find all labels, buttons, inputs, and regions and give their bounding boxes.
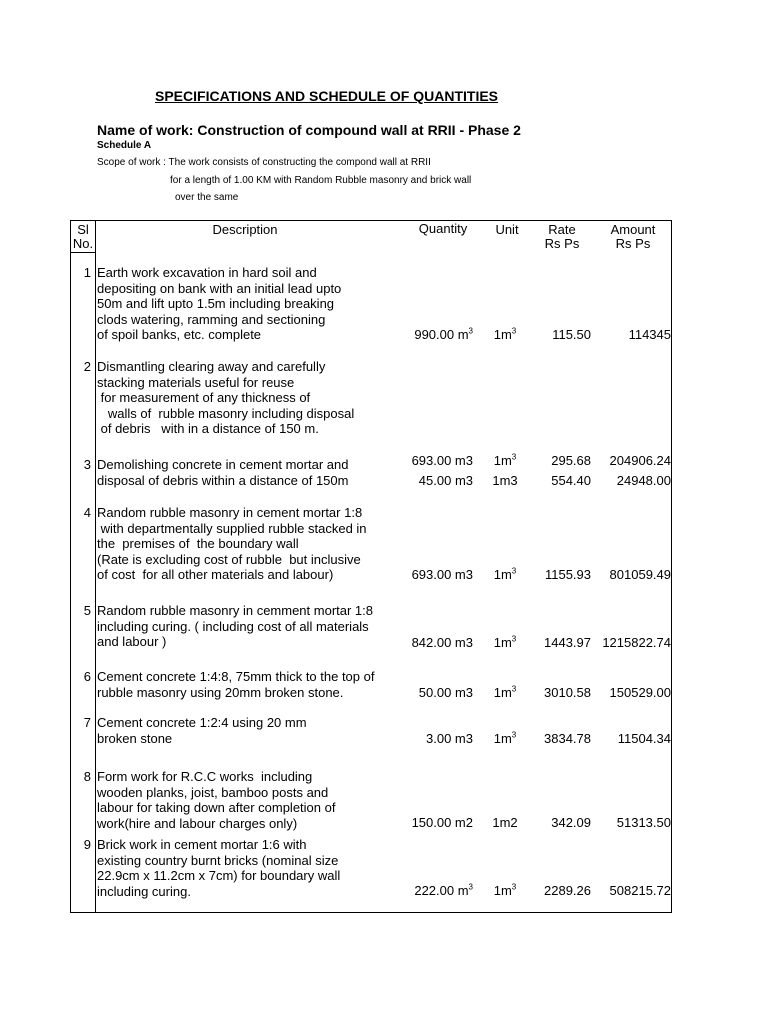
header-rule [71, 252, 95, 253]
row-description [97, 715, 307, 746]
description-line: 22.9cm x 11.2cm x 7cm) for boundary wall [97, 868, 341, 883]
row-number: 9 [83, 837, 91, 852]
description-line: of spoil banks, etc. complete [97, 327, 262, 342]
schedule-label: Schedule A [97, 140, 152, 151]
header-sl: Sl No. [72, 222, 94, 251]
description-line: rubble masonry using 20mm broken stone. [97, 684, 344, 700]
row-quantity: 45.00 m3 [418, 473, 473, 488]
row-unit: $1m^3$ [493, 326, 517, 342]
row-amount: 801059.49 [609, 567, 671, 582]
row-amount: 204906.24 [609, 453, 671, 468]
row-rate: 115.50 [552, 327, 591, 342]
description-line: for measurement of any thickness of [97, 390, 311, 405]
row-rate: 295.68 [551, 453, 591, 468]
page-title: SPECIFICATIONS AND SCHEDULE OF QUANTITIES [155, 88, 499, 104]
description-line: and labour ) [97, 634, 167, 649]
description-line: 50m and lift upto 1.5m including breaking [97, 296, 335, 311]
row-number: 8 [83, 769, 91, 784]
description-line: Dismantling clearing away and carefully [97, 359, 326, 374]
row-rate: 3834.78 [544, 731, 591, 746]
row-description [97, 505, 367, 583]
row-quantity: 990.00 $m^3$ [414, 326, 473, 342]
description-line: with departmentally supplied rubble stacked in [97, 520, 367, 536]
description-line: Form work for R.C.C works including [97, 769, 313, 784]
description-line: the premises of the boundary wall [97, 536, 299, 551]
row-rate: 342.09 [551, 815, 591, 830]
header-amount: Amount Rs Ps [610, 222, 656, 251]
header-unit: Unit [495, 222, 519, 237]
row-description [97, 837, 340, 899]
description-line: work(hire and labour charges only) [97, 815, 298, 831]
row-unit: 1m3 [492, 473, 518, 488]
description-line: Random rubble masonry in cemment mortar 1:8 [97, 603, 374, 618]
description-line: Cement concrete 1:2:4 using 20 mm [97, 715, 307, 730]
row-amount: 508215.72 [609, 883, 671, 898]
description-line: broken stone [97, 730, 173, 746]
row-unit: $1m^3$ [493, 730, 517, 746]
description-line: walls of rubble masonry including disposal [97, 405, 355, 421]
column-divider [95, 221, 96, 912]
header-quantity: Quantity [418, 221, 468, 236]
row-number: 1 [83, 265, 91, 280]
row-number: 2 [83, 359, 91, 374]
row-unit: $1m^3$ [493, 566, 517, 582]
row-description [97, 457, 348, 488]
description-line: Earth work excavation in hard soil and [97, 265, 317, 280]
row-rate: 2289.26 [544, 883, 591, 898]
description-line: (Rate is excluding cost of rubble but inclusive [97, 551, 361, 567]
row-unit: $1m^3$ [493, 882, 517, 898]
row-amount: 1215822.74 [602, 635, 671, 650]
row-quantity: 3.00 m3 [426, 731, 473, 746]
row-amount: 150529.00 [609, 685, 671, 700]
description-line: disposal of debris within a distance of 150m [97, 472, 349, 488]
row-description [97, 265, 341, 343]
scope-line-3: over the same [175, 192, 239, 203]
row-number: 7 [83, 715, 91, 730]
header-rate: Rate Rs Ps [544, 222, 580, 251]
row-quantity: 693.00 m3 [411, 567, 473, 582]
description-line: Random rubble masonry in cement mortar 1:8 [97, 505, 363, 520]
header-description: Description [212, 222, 278, 237]
scope-line-2: for a length of 1.00 KM with Random Rubble masonry and brick wall [170, 175, 472, 186]
scope-line-1: Scope of work : The work consists of constructing the compond wall at RRII [97, 157, 431, 168]
row-unit: 1m2 [492, 815, 518, 830]
description-line: of cost for all other materials and labour) [97, 567, 334, 582]
row-number: 3 [83, 457, 91, 472]
description-line: labour for taking down after completion of [97, 800, 336, 815]
description-line: Brick work in cement mortar 1:6 with [97, 837, 307, 852]
row-quantity: 222.00 $m^3$ [414, 882, 473, 898]
name-of-work: Name of work: Construction of compound wall at RRII - Phase 2 [97, 122, 521, 138]
row-amount: 24948.00 [616, 473, 671, 488]
row-quantity: 50.00 m3 [418, 685, 473, 700]
row-number: 5 [83, 603, 91, 618]
row-unit: $1m^3$ [493, 634, 517, 650]
row-rate: 1443.97 [544, 635, 591, 650]
description-line: including curing. [97, 883, 191, 899]
description-line: wooden planks, joist, bamboo posts and [97, 784, 329, 800]
description-line: Cement concrete 1:4:8, 75mm thick to the top of [97, 669, 375, 684]
description-line: depositing on bank with an initial lead upto [97, 280, 342, 296]
row-description [97, 769, 335, 831]
row-unit: $1m^3$ [493, 684, 517, 700]
row-number: 4 [83, 505, 91, 520]
description-line: Demolishing concrete in cement mortar and [97, 457, 349, 472]
row-quantity: 842.00 m3 [411, 635, 473, 650]
row-description [97, 603, 373, 650]
row-unit: $1m^3$ [493, 452, 517, 468]
row-description [97, 669, 374, 700]
row-rate: 1155.93 [544, 567, 591, 582]
description-line: clods watering, ramming and sectioning [97, 311, 326, 327]
description-line: including curing. ( including cost of all materials [97, 618, 369, 634]
row-number: 6 [83, 669, 91, 684]
row-amount: 114345 [628, 327, 671, 342]
row-quantity: 693.00 m3 [411, 453, 473, 468]
row-quantity: 150.00 m2 [411, 815, 473, 830]
description-line: existing country burnt bricks (nominal size [97, 852, 339, 868]
description-line: stacking materials useful for reuse [97, 374, 295, 390]
quantities-table [70, 220, 672, 913]
row-amount: 11504.34 [617, 731, 671, 746]
row-description [97, 359, 354, 437]
row-rate: 554.40 [551, 473, 591, 488]
row-rate: 3010.58 [544, 685, 591, 700]
description-line: of debris with in a distance of 150 m. [97, 421, 319, 436]
row-amount: 51313.50 [616, 815, 671, 830]
